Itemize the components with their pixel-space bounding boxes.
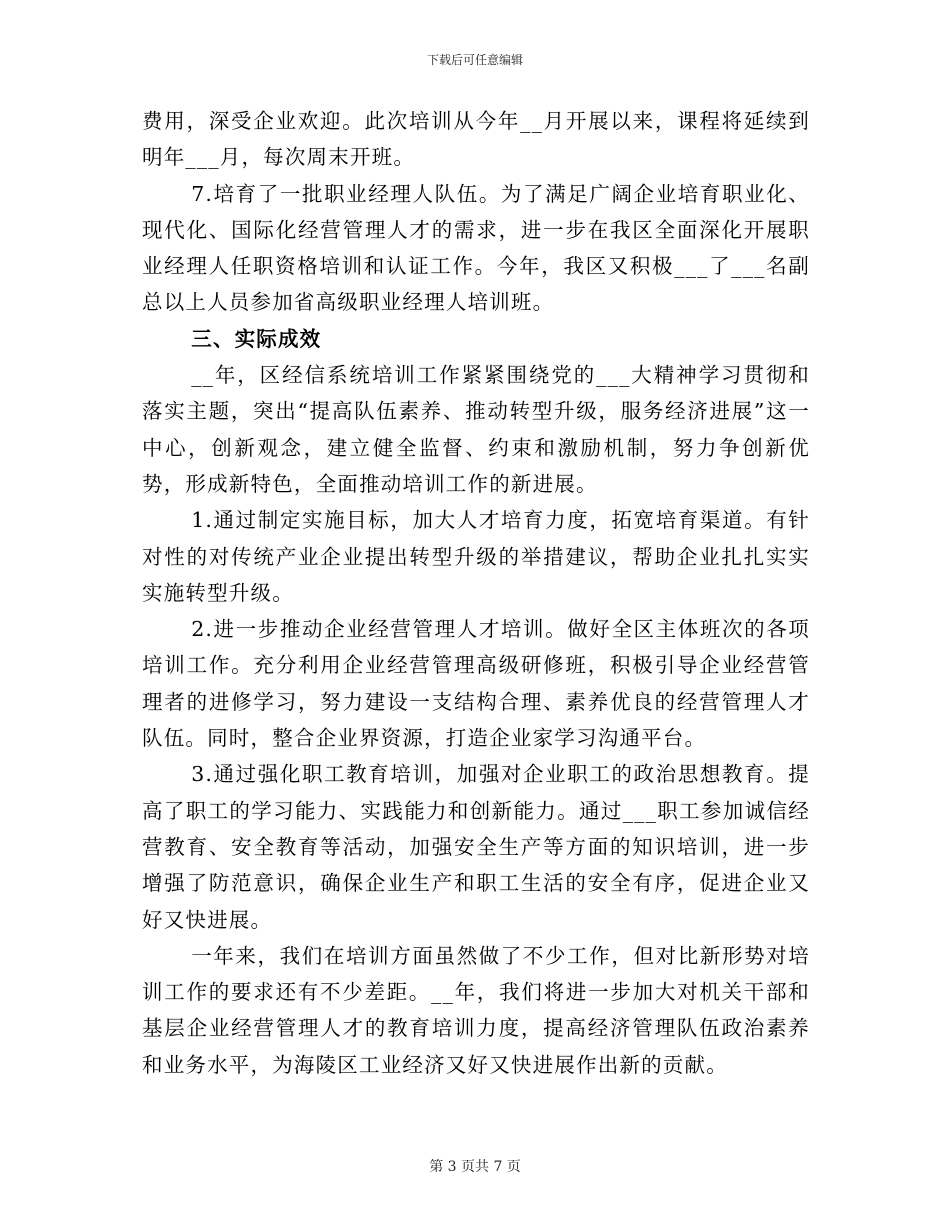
page-header: 下载后可任意编辑 — [426, 53, 523, 67]
page-number: 第 3 页共 7 页 — [429, 1159, 521, 1175]
paragraph-summary: 一年来，我们在培训方面虽然做了不少工作，但对比新形势对培训工作的要求还有不少差距。__年，我们将进一步加大对机关干部和基层企业经营管理人才的教育培训力度，提高经济管理队伍政治素养和业务水平，为海陵区工业经济又好又快进展作出新的贡献。 — [142, 943, 810, 1077]
paragraph-item-2: 2.进一步推动企业经营管理人才培训。做好全区主体班次的各项培训工作。充分利用企业经营管理高级研修班，积极引导企业经营管理者的进修学习，努力建设一支结构合理、素养优良的经营管理人才队伍。同时，整合企业界资源，打造企业家学习沟通平台。 — [142, 617, 810, 751]
paragraph-item-3: 3.通过强化职工教育培训，加强对企业职工的政治思想教育。提高了职工的学习能力、实践能力和创新能力。通过___职工参加诚信经营教育、安全教育等活动，加强安全生产等方面的知识培训，进一步增强了防范意识，确保企业生产和职工生活的安全有序，促进企业又好又快进展。 — [142, 762, 810, 932]
paragraph-intro: __年，区经信系统培训工作紧紧围绕党的___大精神学习贯彻和落实主题，突出“提高队伍素养、推动转型升级，服务经济进展”这一中心，创新观念，建立健全监督、约束和激励机制，努力争创新优势，形成新特色，全面推动培训工作的新进展。 — [142, 363, 810, 496]
paragraph-item-1: 1.通过制定实施目标，加大人才培育力度，拓宽培育渠道。有针对性的对传统产业企业提出转型升级的举措建议，帮助企业扎扎实实实施转型升级。 — [142, 508, 810, 605]
paragraph-item-7: 7.培育了一批职业经理人队伍。为了满足广阔企业培育职业化、现代化、国际化经营管理人才的需求，进一步在我区全面深化开展职业经理人任职资格培训和认证工作。今年，我区又积极___了___名副总以上人员参加省高级职业经理人培训班。 — [142, 181, 810, 315]
document-body — [142, 103, 810, 1083]
section-heading: 三、实际成效 — [191, 326, 322, 351]
paragraph-continuation: 费用，深受企业欢迎。此次培训从今年__月开展以来，课程将延续到明年___月，每次周末开班。 — [142, 109, 810, 170]
